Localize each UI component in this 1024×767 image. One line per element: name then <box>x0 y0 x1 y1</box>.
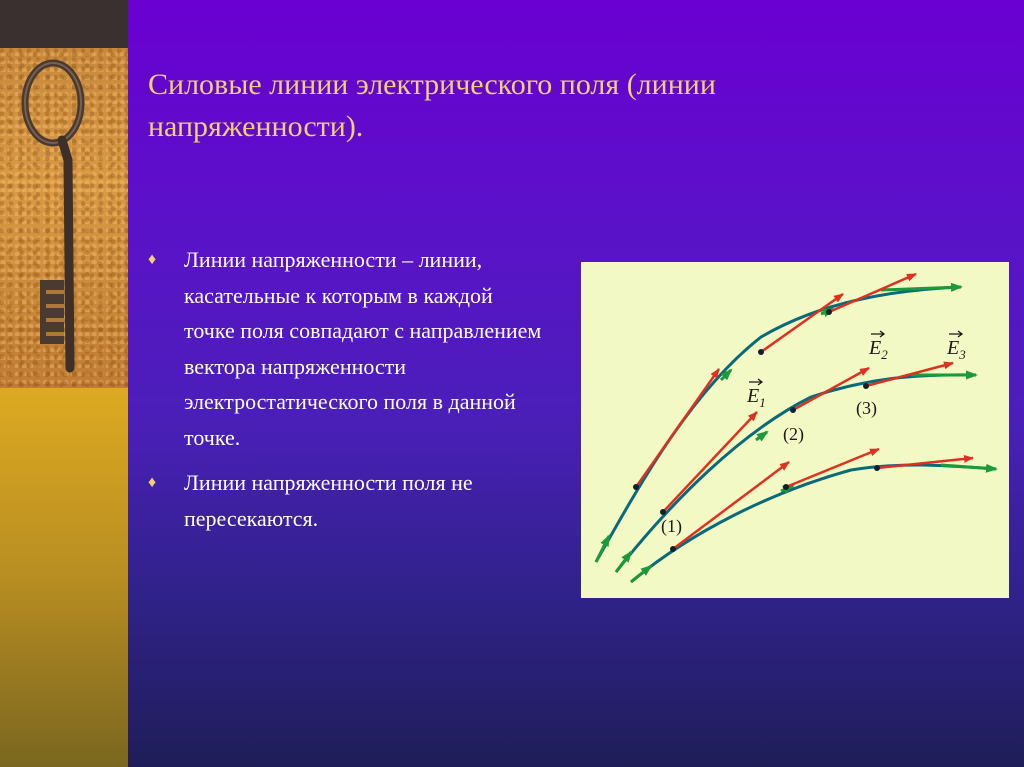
svg-text:E3 <box>946 337 966 362</box>
vector-label-e2: E <box>869 337 882 359</box>
key-image <box>0 48 128 388</box>
field-line-middle <box>616 375 976 572</box>
vector-label-e3: E <box>947 337 960 359</box>
green-arrow <box>756 432 767 440</box>
bullet-item <box>148 465 548 536</box>
tangent-vector <box>761 294 843 352</box>
field-line-top <box>596 287 961 562</box>
diamond-bullet-icon: ♦ <box>148 251 157 268</box>
tangent-vector <box>673 462 789 549</box>
bullet-item <box>148 242 548 455</box>
slide-title: Силовые линии электрического поля (линии напряженности). <box>148 68 716 143</box>
tangent-vector <box>636 369 719 487</box>
field-lines-diagram <box>581 262 1009 598</box>
green-arrow <box>596 536 609 562</box>
green-arrow <box>881 287 961 290</box>
point-label-1: (1) <box>661 516 682 536</box>
svg-text:E2 <box>868 337 888 362</box>
vector-subscript-1: 1 <box>759 395 766 410</box>
diamond-bullet-icon: ♦ <box>148 474 157 491</box>
green-arrow <box>616 552 631 572</box>
field-line-bottom <box>631 465 996 582</box>
decorative-sidebar <box>0 0 128 767</box>
vector-subscript-2: 2 <box>881 347 888 362</box>
bullet-text: Линии напряженности поля не пересекаются. <box>184 470 473 531</box>
bullet-text: Линии напряженности – линии, касательные к которым в каждой точке поля совпадают с направлением вектора напряженности электростатического поля в данной точке. <box>184 247 542 450</box>
field-lines-figure <box>581 262 1009 598</box>
point-label-2: (2) <box>783 424 804 444</box>
vector-label-e1: E <box>747 385 760 407</box>
sidebar-top-band <box>0 0 128 48</box>
vector-subscript-3: 3 <box>959 347 966 362</box>
bullet-list <box>148 242 548 546</box>
point-label-3: (3) <box>856 398 877 418</box>
green-arrow <box>941 465 996 469</box>
svg-text:E1 <box>746 385 766 410</box>
green-arrow <box>631 566 651 582</box>
